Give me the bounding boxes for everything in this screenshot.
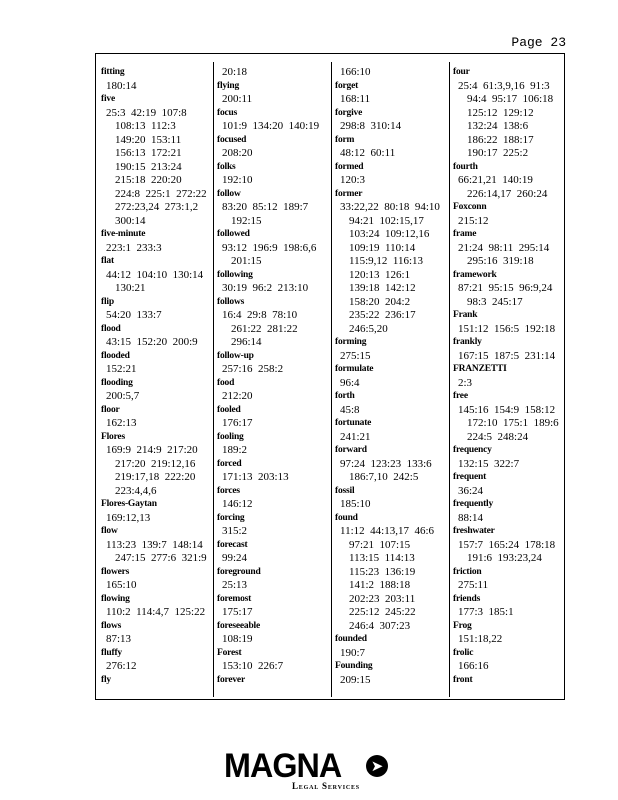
index-entry [453, 161, 565, 202]
page-line-reference: 192:15 [231, 214, 262, 227]
page-line-reference: 2:3 [458, 376, 473, 389]
index-entry [217, 107, 327, 134]
index-entry [335, 485, 446, 512]
page-line-reference: 226:14,17 260:24 [467, 187, 548, 200]
page-line-reference: 201:15 [231, 255, 262, 267]
index-entry [101, 620, 209, 647]
index-term: fitting [101, 67, 125, 77]
page-line-reference: 300:14 [115, 214, 146, 227]
page-line-reference: 276:12 [106, 660, 137, 672]
page-line-reference: 186:7,10 242:5 [349, 471, 419, 483]
page-line-reference: 94:4 95:17 106:18 [467, 93, 554, 105]
page-line-reference: 149:20 153:11 [115, 133, 182, 146]
index-entry [217, 404, 327, 431]
page-line-reference: 224:8 225:1 272:22 [115, 187, 207, 200]
page-line-reference: 171:13 203:13 [222, 471, 289, 483]
index-term: forget [335, 80, 359, 91]
page-line-reference: 202:23 203:11 [349, 592, 416, 605]
page-line-reference: 139:18 142:12 [349, 282, 416, 294]
index-entry [217, 350, 327, 377]
page-line-reference: 189:2 [222, 444, 248, 456]
index-term: fourth [453, 161, 478, 172]
index-term: found [335, 512, 358, 523]
index-entry [217, 269, 327, 296]
page-line-reference: 190:7 [340, 646, 366, 659]
index-entry [453, 444, 565, 471]
index-term: Frank [453, 310, 478, 320]
index-term: forcing [217, 512, 245, 523]
column-divider [449, 62, 450, 697]
index-term: foreseeable [217, 620, 260, 631]
index-term: fly [101, 674, 111, 685]
page-line-reference: 298:8 310:14 [340, 120, 402, 132]
index-term: fortunate [335, 418, 372, 428]
index-entry [335, 633, 446, 660]
index-term: frequency [453, 445, 492, 455]
page-line-reference: 103:24 109:12,16 [349, 228, 430, 240]
page-line-reference: 16:4 29:8 78:10 [222, 309, 298, 321]
index-entry [217, 296, 327, 350]
index-entry [101, 228, 209, 255]
page-line-reference: 83:20 85:12 189:7 [222, 201, 309, 213]
index-entry [217, 80, 327, 107]
page-line-reference: 215:18 220:20 [115, 174, 182, 186]
index-entry [335, 134, 446, 161]
index-entry [453, 647, 565, 674]
page-line-reference: 225:12 245:22 [349, 606, 416, 618]
page-line-reference: 168:11 [340, 93, 371, 105]
page-line-reference: 275:15 [340, 349, 371, 362]
index-entry [453, 498, 565, 525]
index-entry [101, 350, 209, 377]
page-line-reference: 130:21 [115, 282, 146, 294]
index-column-3 [335, 66, 446, 691]
page-line-reference: 180:14 [106, 79, 137, 92]
page-line-reference: 113:23 139:7 148:14 [106, 538, 203, 551]
page-line-reference: 110:2 114:4,7 125:22 [106, 606, 206, 618]
page-line-reference: 108:19 [222, 633, 253, 645]
page-line-reference: 169:9 214:9 217:20 [106, 444, 198, 456]
index-term: Foxconn [453, 202, 487, 212]
column-divider [213, 62, 214, 697]
index-entry [101, 431, 209, 499]
page-line-reference: 145:16 154:9 158:12 [458, 403, 556, 416]
logo-subtitle: Legal Services [292, 781, 360, 791]
page-line-reference: 156:13 172:21 [115, 147, 182, 159]
page-line-reference: 25:3 42:19 107:8 [106, 106, 187, 119]
page-line-reference: 115:9,12 116:13 [349, 255, 424, 267]
index-entry [453, 471, 565, 498]
index-entry [101, 566, 209, 593]
index-term: front [453, 674, 473, 685]
page-line-reference: 185:10 [340, 498, 371, 510]
index-term: flying [217, 80, 240, 91]
index-entry [217, 161, 327, 188]
page-line-reference: 296:14 [231, 336, 262, 348]
index-entry [101, 647, 209, 674]
index-term: frankly [453, 337, 482, 347]
index-entry [453, 269, 565, 310]
index-term: frolic [453, 647, 474, 658]
index-entry [101, 525, 209, 566]
page-line-reference: 11:12 44:13,17 46:6 [340, 525, 435, 537]
page-line-reference: 98:3 245:17 [467, 295, 523, 308]
index-term: Founding [335, 661, 373, 671]
page-line-reference: 177:3 185:1 [458, 606, 514, 618]
magna-logo [224, 749, 394, 794]
index-term: forced [217, 458, 242, 469]
index-term: friction [453, 566, 482, 577]
index-entry [217, 647, 327, 674]
page-line-reference: 48:12 60:11 [340, 147, 396, 159]
index-term: forecast [217, 539, 248, 550]
index-entry [217, 228, 327, 269]
index-entry [453, 228, 565, 269]
page-line-reference: 115:23 136:19 [349, 565, 416, 578]
index-column-4 [453, 66, 565, 691]
page-line-reference: 93:12 196:9 198:6,6 [222, 241, 317, 254]
page-line-reference: 165:10 [106, 579, 137, 591]
index-entry [101, 498, 209, 525]
index-term: fooled [217, 404, 241, 415]
index-term: forming [335, 337, 367, 347]
index-term: flooded [101, 350, 130, 361]
index-entry [101, 674, 209, 688]
index-term: foremost [217, 593, 252, 604]
index-entry [101, 255, 209, 296]
page-line-reference: 25:4 61:3,9,16 91:3 [458, 79, 550, 92]
index-entry [101, 404, 209, 431]
page-line-reference: 20:18 [222, 66, 248, 78]
page-line-reference: 44:12 104:10 130:14 [106, 268, 204, 281]
page-line-reference: 212:20 [222, 390, 253, 402]
index-entry [217, 620, 327, 647]
index-entry [217, 458, 327, 485]
index-term: floor [101, 404, 120, 415]
index-entry [335, 66, 446, 80]
page-line-reference: 209:15 [340, 673, 371, 686]
page-line-reference: 167:15 187:5 231:14 [458, 349, 556, 362]
page-line-reference: 275:11 [458, 579, 489, 591]
index-entry [453, 674, 565, 688]
page-line-reference: 113:15 114:13 [349, 552, 415, 564]
page-line-reference: 162:13 [106, 417, 137, 429]
page-line-reference: 25:13 [222, 579, 248, 591]
index-entry [335, 161, 446, 188]
index-entry [453, 309, 565, 336]
index-term: following [217, 269, 253, 280]
index-term: five [101, 94, 115, 104]
page-line-reference: 192:10 [222, 174, 253, 186]
page-line-reference: 21:24 98:11 295:14 [458, 241, 550, 254]
index-term: flowing [101, 593, 130, 604]
page-line-reference: 175:17 [222, 606, 253, 618]
index-term: forward [335, 445, 367, 455]
page-line-reference: 151:12 156:5 192:18 [458, 322, 556, 335]
index-entry [101, 93, 209, 228]
index-term: five-minute [101, 229, 146, 239]
index-entry [335, 417, 446, 444]
index-entry [453, 336, 565, 363]
index-term: freshwater [453, 526, 495, 536]
index-term: flood [101, 323, 121, 334]
page-line-reference: 315:2 [222, 525, 248, 537]
page-line-reference: 190:17 225:2 [467, 147, 529, 159]
page-line-reference: 96:4 [340, 376, 360, 389]
index-entry [335, 188, 446, 337]
page-line-reference: 153:10 226:7 [222, 660, 284, 672]
index-entry [335, 660, 446, 687]
index-entry [217, 134, 327, 161]
page-line-reference: 45:8 [340, 403, 360, 416]
index-term: fooling [217, 431, 244, 442]
page-line-reference: 246:4 307:23 [349, 619, 411, 632]
page-line-reference: 88:14 [458, 511, 484, 524]
page-line-reference: 108:13 112:3 [115, 120, 176, 132]
page-line-reference: 87:21 95:15 96:9,24 [458, 282, 553, 294]
index-term: focus [217, 107, 238, 118]
index-entry [335, 336, 446, 363]
page-line-reference: 132:24 138:6 [467, 120, 529, 132]
index-term: frequent [453, 472, 487, 482]
index-term: frame [453, 229, 477, 239]
page-line-reference: 141:2 188:18 [349, 579, 411, 591]
page-line-reference: 257:16 258:2 [222, 363, 284, 375]
index-column-1 [101, 66, 209, 691]
index-entry [217, 593, 327, 620]
index-term: four [453, 67, 470, 77]
page-line-reference: 66:21,21 140:19 [458, 174, 533, 186]
page-line-reference: 186:22 188:17 [467, 133, 534, 146]
index-entry [101, 377, 209, 404]
page-line-reference: 87:13 [106, 633, 132, 645]
index-entry [101, 66, 209, 93]
index-entry [335, 512, 446, 634]
index-term: free [453, 391, 468, 401]
arrow-right-circle-icon: ➤ [366, 755, 388, 777]
index-entry [217, 539, 327, 566]
page-line-reference: 241:21 [340, 430, 371, 443]
index-column-2 [217, 66, 327, 691]
page-line-reference: 223:4,4,6 [115, 484, 157, 497]
page-line-reference: 261:22 281:22 [231, 322, 298, 335]
index-entry [453, 525, 565, 566]
index-term: forces [217, 485, 240, 496]
index-entry [335, 444, 446, 485]
page-line-reference: 224:5 248:24 [467, 430, 529, 443]
index-entry [453, 363, 565, 390]
page-line-reference: 101:9 134:20 140:19 [222, 120, 320, 132]
page-line-reference: 272:23,24 273:1,2 [115, 201, 199, 213]
index-term: flat [101, 256, 114, 266]
index-term: follows [217, 296, 245, 307]
page-line-reference: 30:19 96:2 213:10 [222, 282, 309, 294]
index-entry [217, 377, 327, 404]
index-entry [335, 390, 446, 417]
page-line-reference: 215:12 [458, 214, 489, 227]
index-term: forth [335, 391, 355, 401]
index-entry [453, 620, 565, 647]
page-line-reference: 246:5,20 [349, 322, 388, 335]
page-line-reference: 97:24 123:23 133:6 [340, 457, 432, 470]
page-line-reference: 132:15 322:7 [458, 457, 520, 470]
index-entry [217, 188, 327, 229]
index-entry [217, 66, 327, 80]
index-page-frame [95, 53, 565, 700]
page-line-reference: 235:22 236:17 [349, 309, 416, 321]
logo-wordmark: MAGNA [224, 747, 342, 785]
page-line-reference: 169:12,13 [106, 511, 151, 524]
page-line-reference: 166:10 [340, 66, 371, 78]
page-line-reference: 94:21 102:15,17 [349, 214, 424, 227]
page-line-reference: 152:21 [106, 363, 137, 375]
page-line-reference: 97:21 107:15 [349, 538, 411, 551]
index-term: Flores-Gaytan [101, 499, 157, 509]
page-line-reference: 151:18,22 [458, 633, 503, 645]
index-term: forgive [335, 107, 363, 118]
page-line-reference: 217:20 219:12,16 [115, 457, 196, 470]
index-term: formulate [335, 364, 374, 374]
index-term: focused [217, 134, 247, 145]
index-term: flooding [101, 377, 133, 388]
page-line-reference: 172:10 175:1 189:6 [467, 417, 559, 429]
index-entry [217, 431, 327, 458]
column-divider [331, 62, 332, 697]
page-line-reference: 120:13 126:1 [349, 268, 411, 281]
page-line-reference: 125:12 129:12 [467, 106, 534, 119]
page-line-reference: 200:5,7 [106, 390, 140, 402]
index-term: followed [217, 229, 250, 239]
page-line-reference: 166:16 [458, 660, 489, 672]
page-line-reference: 200:11 [222, 93, 253, 105]
index-entry [335, 107, 446, 134]
page-line-reference: 43:15 152:20 200:9 [106, 336, 198, 348]
index-term: FRANZETTI [453, 364, 507, 374]
index-term: flip [101, 296, 114, 307]
index-entry [101, 323, 209, 350]
index-term: fluffy [101, 647, 122, 658]
index-term: frequently [453, 499, 494, 509]
index-entry [453, 566, 565, 593]
index-term: Forest [217, 647, 242, 658]
index-term: Frog [453, 620, 472, 631]
page-line-reference: 146:12 [222, 498, 253, 510]
index-term: fossil [335, 485, 355, 496]
index-term: friends [453, 593, 481, 604]
index-term: Flores [101, 431, 125, 442]
index-term: flow [101, 526, 118, 536]
index-term: foreground [217, 566, 261, 577]
page-line-reference: 219:17,18 222:20 [115, 471, 196, 483]
page-line-reference: 223:1 233:3 [106, 241, 162, 254]
page-line-reference: 157:7 165:24 178:18 [458, 538, 556, 551]
index-entry [335, 363, 446, 390]
index-term: founded [335, 634, 367, 644]
index-term: flowers [101, 566, 130, 577]
page-line-reference: 33:22,22 80:18 94:10 [340, 201, 440, 213]
index-term: formed [335, 161, 364, 172]
index-entry [101, 296, 209, 323]
index-term: follow-up [217, 350, 254, 361]
page-line-reference: 120:3 [340, 174, 366, 186]
page-line-reference: 176:17 [222, 417, 253, 429]
index-term: flows [101, 620, 122, 631]
page-line-reference: 99:24 [222, 552, 248, 564]
index-entry [217, 674, 327, 688]
index-term: folks [217, 161, 236, 172]
index-entry [217, 485, 327, 512]
page-line-reference: 191:6 193:23,24 [467, 552, 542, 564]
index-term: follow [217, 188, 241, 199]
index-entry [335, 80, 446, 107]
page-line-reference: 247:15 277:6 321:9 [115, 552, 207, 564]
page-number: Page 23 [511, 35, 566, 50]
page-line-reference: 295:16 319:18 [467, 255, 534, 267]
page-line-reference: 158:20 204:2 [349, 295, 411, 308]
index-entry [453, 201, 565, 228]
index-entry [453, 390, 565, 444]
index-entry [217, 512, 327, 539]
index-term: framework [453, 269, 497, 280]
index-term: form [335, 134, 355, 145]
page-line-reference: 190:15 213:24 [115, 160, 182, 173]
index-entry [453, 66, 565, 161]
index-entry [453, 593, 565, 620]
index-entry [101, 593, 209, 620]
page-line-reference: 208:20 [222, 147, 253, 159]
page-line-reference: 109:19 110:14 [349, 241, 416, 254]
page-line-reference: 36:24 [458, 484, 484, 497]
page-line-reference: 54:20 133:7 [106, 309, 162, 321]
index-term: former [335, 188, 363, 199]
index-entry [217, 566, 327, 593]
index-term: food [217, 377, 235, 388]
index-term: forever [217, 674, 245, 685]
